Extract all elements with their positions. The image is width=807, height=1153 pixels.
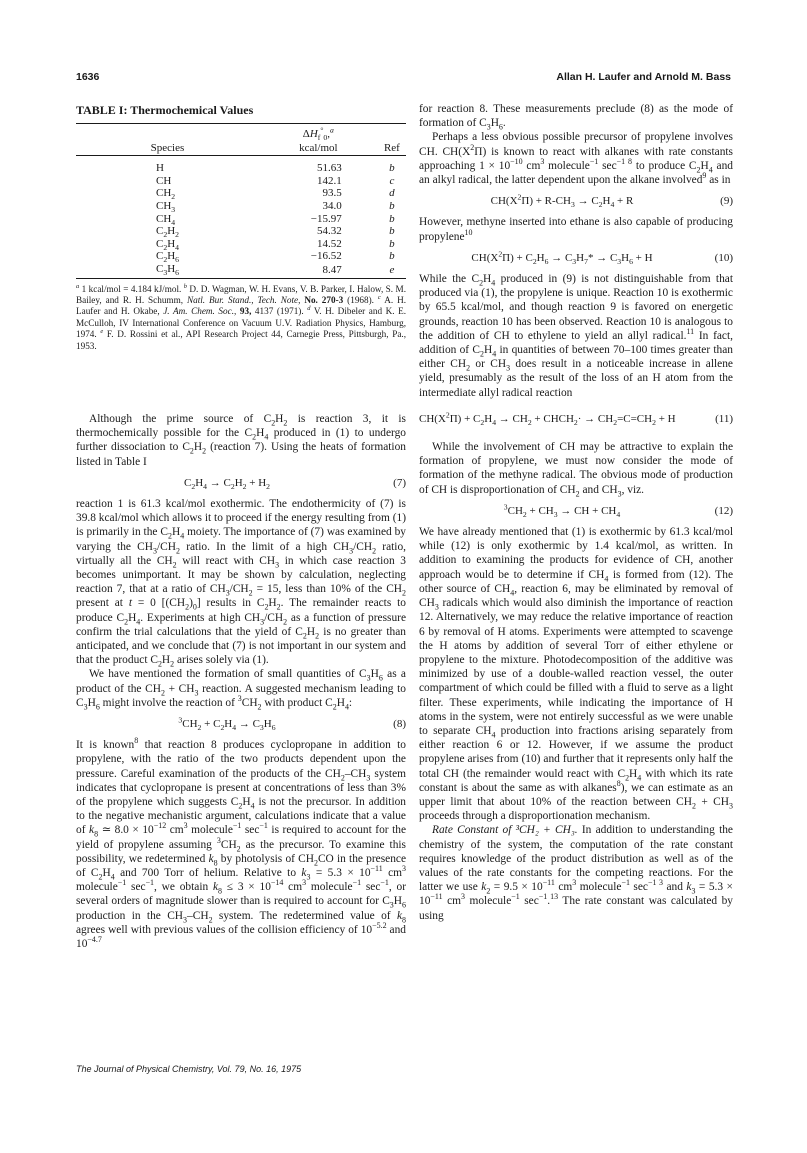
table-row: $C_2H_6$ −16.52 b	[156, 250, 395, 265]
paragraph: Perhaps a less obvious possible precursor of propylene involves CH. $CH(X^2\Pi)$ is known to react with alkanes with rate constants approaching $1 \times 10^{-10}$ $cm^3$ molecule$^{-1}$ $\sec^{-1 8}$ to produce $C_2H_4$ and an alkyl radical, the latter dependent upon the alkane involved$^9$ as in	[419, 131, 733, 187]
running-header-authors: Allan H. Laufer and Arnold M. Bass	[556, 71, 731, 83]
table-footnotes: $^a$ 1 kcal/mol = 4.184 kJ/mol. $^b$ D. D. Wagman, W. H. Evans, V. B. Parker, I. Halow, S. M. Bailey, and R. H. Schumm, Natl. Bur. Stand., Tech. Note, No. 270-3 (1968). $^c$ A. H. Laufer and H. Okabe, J. Am. Chem. Soc., 93, 4137 (1971). $^d$ V. H. Dibeler and K. E. McCulloh, IV International Conference on Vacuum U.V. Radiation Physics, Hamburg, 1974. $^e$ F. D. Rossini et al., API Research Project 44, Carnegie Press, Pittsburgh, Pa., 1953.	[76, 282, 407, 351]
paragraph: reaction 1 is 61.3 kcal/mol exothermic. The endothermicity of (7) is 39.8 kcal/mol which allows it to proceed if the energy resulting from (1) is primarily in the $C_2H_4$ moiety. The importance of (7) was examined by varying the $CH_3/CH_2$ ratio. In the limit of a high $CH_3/CH_2$ ratio, virtually all the $CH_2$ will react with $CH_3$ in which case reaction 3 becomes unimportant. It may be shown by calculation, neglecting reaction 7, that at a ratio of $CH_3/CH_2 = 15$, less than 10% of the $CH_2$ present at t = 0 $[(CH_2)_0]$ results in $C_2H_2$. The remainder reacts to produce $C_2H_4$. Experiments at high $CH_3/CH_2$ as a function of pressure confirm the trial calculations that the yield of $C_2H_2$ is no greater than anticipated, and we conclude that (7) is not important in our system and that the product $C_2H_2$ arises solely via (1).	[76, 498, 407, 669]
col-header-dh: kcal/mol	[299, 142, 338, 155]
paragraph: We have already mentioned that (1) is exothermic by 61.3 kcal/mol while (12) is only exothermic by 1.4 kcal/mol, as written. In addition to examining the products for evidence of CH, another approach would be to determine if $CH_4$ is formed from (12). The other source of $CH_4$, reaction 6, may be eliminated by removal of $CH_3$ radicals which would also diminish the importance of reaction 12. Alternatively, we may reduce the relative importance of reaction 6 by removal of H atoms. Experiments were attempted to scavenge the H atoms by addition of several Torr of either ethylene or propylene to the mixture. Photodecomposition of the additive was minimized by use of a double-walled reaction vessel, the outer compartment of which could be filled with a fluid to serve as a light filter. These experiments, while indicating the importance of H atoms in the system, were not entirely successful as we were unable to separate $CH_4$ production into fractions arising separately from either reaction 6 or 12. However, if we assume the product propylene arises from (10) and further that it represents only half the total CH (the remainder would react with $C_2H_4$ with which its rate constant is about the same as with alkanes$^8$), we can estimate as an upper limit that about 10% of the reaction between $CH_2 + CH_3$ proceeds through a disproportionation mechanism.	[419, 526, 733, 823]
table-row: $C_2H_2$ 54.32 b	[156, 225, 395, 240]
table-row: $CH_4$ −15.97 b	[156, 212, 395, 227]
paragraph: While the involvement of CH may be attractive to explain the formation of propylene, we must now consider the mode of formation of the methyne radical. The obvious mode of production of CH is disproportionation of $CH_2$ and $CH_3$, viz.	[419, 441, 733, 498]
thermochemical-table: $\Delta H_f^\circ_0,^a$ Species kcal/mol Ref H 51.63 b CH 142.1 c $CH_2$ 93.5 d $CH_3$ 34.0 b $CH_4$ −15.97 b $C_2H_2$ 54.32 b $C_2H_4$ 14.52 b $C_2H_6$ −16.52 b $C_3H_6$ 8.47 e	[76, 123, 406, 279]
table-row: H 51.63 b	[156, 162, 395, 175]
col-header-species: Species	[150, 142, 185, 155]
section-title: Rate Constant of ³CH₂ + CH₃.	[432, 824, 578, 837]
col-header-ref: Ref	[383, 142, 400, 155]
equation-12: $^3CH_2 + CH_3$ → CH + $CH_4$ (12)	[503, 502, 733, 520]
left-column	[76, 103, 406, 951]
page-number: 1636	[76, 71, 100, 83]
equation-10: $CH(X^2\Pi) + C_2H_6 \to C_3H_7* \to C_3H_6 + H$ (10)	[471, 249, 733, 267]
paragraph: Although the prime source of $C_2H_2$ is reaction 3, it is thermochemically possible for the $C_2H_4$ produced in (1) to undergo further dissociation to $C_2H_2$ (reaction 7). Using the heats of formation listed in Table I	[76, 412, 406, 468]
paragraph: While the $C_2H_4$ produced in (9) is not distinguishable from that produced via (1), the propylene is unique. Reaction 10 is exothermic by 65.5 kcal/mol, and though reaction 9 is favored on energetic grounds, reaction 10 has been observed. Reaction 10 is analogous to the addition of CH to ethylene to yield an allyl radical.$^{11}$ In fact, addition of $C_2H_4$ in quantities of between 70–100 times greater than either $CH_2$ or $CH_3$ does result in a noticeable increase in allene yield, presumably as the result of the loss of an H atom from the intermediate allyl radical reaction	[419, 273, 733, 399]
equation-7: $C_2H_4 \to C_2H_2 + H_2$ (7)	[184, 476, 406, 491]
right-column	[419, 102, 733, 923]
table-row: $C_3H_6$ 8.47 e	[156, 262, 395, 278]
paragraph: Rate Constant of ³CH₂ + CH₃. In addition to understanding the chemistry of the system, the computation of the rate constant requires knowledge of the product distribution as well as of the values of the rate constants for the competing reactions. For the latter we use $k_2 = 9.5 \times 10^{-11}$ $cm^3$ molecule$^{-1}$ $\sec^{-1 3}$ and $k_3 = 5.3 \times 10^{-11}$ $cm^3$ molecule$^{-1}$ $\sec^{-1}.^{13}$ The rate constant was calculated by using	[419, 824, 733, 922]
equation-11: $CH(X^2\Pi) + C_2H_4 \to CH_2$ + $CHCH_2\cdot \to CH_2=C=CH_2 + H$ (11)	[419, 410, 733, 428]
equation-8: $^3CH_2 + C_2H_4 \to C_3H_6$ (8)	[178, 715, 406, 733]
table-title: TABLE I: Thermochemical Values	[76, 103, 254, 117]
paragraph: It is known$^8$ that reaction 8 produces cyclopropane in addition to propylene, with the ratio of the two products dependent upon the pressure. Careful examination of the products of the $CH_2-CH_3$ system indicates that cyclopropane is present at concentrations of less than 3% of the propylene which suggests $C_2H_4$ is not the precursor. In addition to the negative mechanistic argument, calculations indicate that a value of $k_8$ ≃ $8.0 \times 10^{-12}$ $cm^3$ molecule$^{-1}$ $\sec^{-1}$ is required to account for the yield of propylene assuming $^3CH_2$ as the precursor. To examine this possibility, we redetermined $k_8$ by photolysis of $CH_2CO$ in the presence of $C_2H_4$ and 700 Torr of helium. Relative to $k_3 = 5.3 \times 10^{-11}$ $cm^3$ molecule$^{-1}$ $\sec^{-1}$, we obtain $k_8 \le 3 \times 10^{-14}$ $cm^3$ molecule$^{-1}$ $\sec^{-1}$, or several orders of magnitude slower than is required to account for $C_3H_6$ production in the $CH_3-CH_2$ system. The redetermined value of $k_8$ agrees well with previous values of the collision efficiency of $10^{-5.2}$ and $10^{-4.7}$	[76, 736, 407, 951]
table-row: $C_2H_4$ 14.52 b	[156, 237, 395, 252]
paragraph: for reaction 8. These measurements preclude (8) as the mode of formation of $C_3H_6$.	[419, 103, 733, 132]
equation-9: $CH(X^2\Pi) + R-CH_3 \to C_2H_4 + R$ (9)	[490, 192, 733, 210]
paragraph: However, methyne inserted into ethane is also capable of producing propylene$^{10}$	[419, 216, 733, 243]
table-row: $CH_2$ 93.5 d	[156, 187, 395, 202]
table-row: $CH_3$ 34.0 b	[156, 199, 395, 215]
paragraph: We have mentioned the formation of small quantities of $C_3H_6$ as a product of the $CH_2 + CH_3$ reaction. A suggested mechanism leading to $C_3H_6$ might involve the reaction of $^3CH_2$ with product $C_2H_4$:	[76, 668, 406, 712]
journal-footer: The Journal of Physical Chemistry, Vol. 79, No. 16, 1975	[76, 1064, 302, 1074]
table-row: CH 142.1 c	[156, 174, 395, 187]
